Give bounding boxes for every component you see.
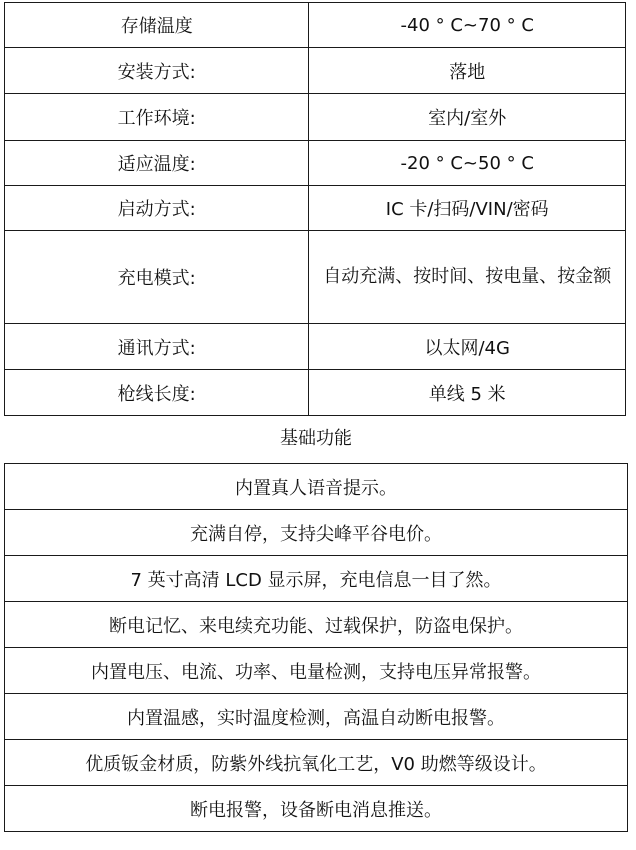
spec-value: 室内/室外: [309, 94, 626, 141]
feature-row: [5, 510, 628, 556]
spec-value: -40 ° C~70 ° C: [309, 3, 626, 48]
spec-label: 工作环境:: [5, 94, 309, 141]
feature-text: 优质钣金材质，防紫外线抗氧化工艺，V0 助燃等级设计。: [5, 740, 628, 786]
feature-text: 断电报警，设备断电消息推送。: [5, 786, 628, 832]
feature-row: [5, 648, 628, 694]
feature-text: 7 英寸高清 LCD 显示屏，充电信息一目了然。: [5, 556, 628, 602]
feature-text: 断电记忆、来电续充功能、过载保护，防盗电保护。: [5, 602, 628, 648]
feature-row: [5, 464, 628, 510]
feature-row: [5, 556, 628, 602]
spec-value: 单线 5 米: [309, 370, 626, 416]
spec-row: [5, 48, 626, 94]
spec-value: 以太网/4G: [309, 324, 626, 370]
spec-label: 通讯方式:: [5, 324, 309, 370]
feature-table: [4, 463, 628, 832]
feature-text: 内置温感，实时温度检测，高温自动断电报警。: [5, 694, 628, 740]
feature-row: [5, 602, 628, 648]
spec-value: IC 卡/扫码/VIN/密码: [309, 186, 626, 231]
feature-text: 内置真人语音提示。: [5, 464, 628, 510]
spec-row: [5, 370, 626, 416]
feature-row: [5, 786, 628, 832]
spec-row: [5, 94, 626, 141]
spec-row: [5, 231, 626, 324]
feature-row: [5, 740, 628, 786]
feature-text: 充满自停，支持尖峰平谷电价。: [5, 510, 628, 556]
spec-value: 落地: [309, 48, 626, 94]
spec-label: 启动方式:: [5, 186, 309, 231]
spec-label: 适应温度:: [5, 141, 309, 186]
spec-label: 枪线长度:: [5, 370, 309, 416]
spec-label: 充电模式:: [5, 231, 309, 324]
feature-row: [5, 694, 628, 740]
spec-row: [5, 3, 626, 48]
spec-row: [5, 141, 626, 186]
spec-table: [4, 2, 626, 416]
spec-row: [5, 186, 626, 231]
section-title: 基础功能: [280, 428, 352, 449]
spec-value: -20 ° C~50 ° C: [309, 141, 626, 186]
spec-label: 安装方式:: [5, 48, 309, 94]
feature-text: 内置电压、电流、功率、电量检测，支持电压异常报警。: [5, 648, 628, 694]
spec-label: 存储温度: [5, 3, 309, 48]
spec-row: [5, 324, 626, 370]
spec-value: 自动充满、按时间、按电量、按金额: [323, 266, 612, 287]
